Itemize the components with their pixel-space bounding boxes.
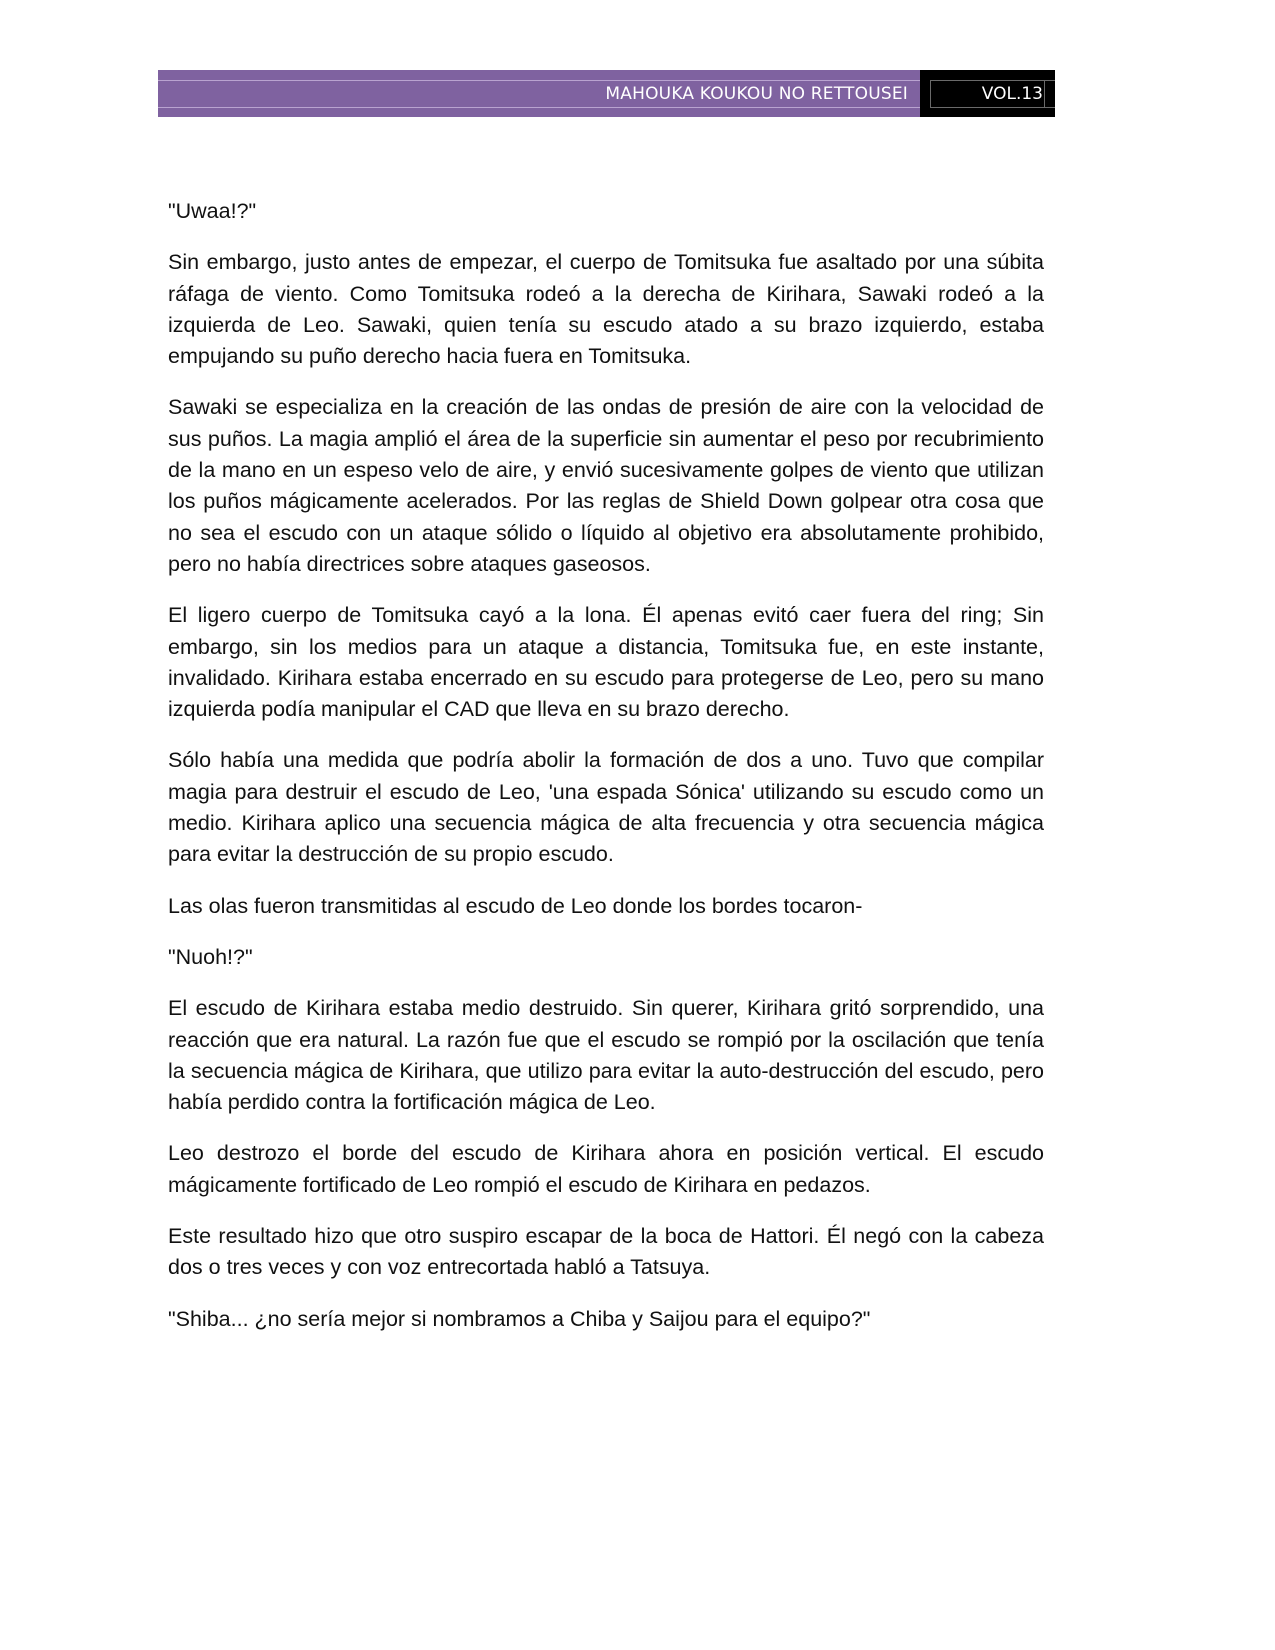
paragraph: Este resultado hizo que otro suspiro escapar de la boca de Hattori. Él negó con la cabeza dos o tres veces y con voz entrecortada habló a Tatsuya. xyxy=(168,1224,1044,1280)
paragraph: Sólo había una medida que podría abolir la formación de dos a uno. Tuvo que compilar magia para destruir el escudo de Leo, 'una espada Sónica' utilizando su escudo como un medio. Kirihara aplico una secuencia mágica de alta frecuencia y otra secuencia mágica para evitar la destrucción de su propio escudo. xyxy=(168,748,1044,867)
paragraph: Sin embargo, justo antes de empezar, el cuerpo de Tomitsuka fue asaltado por una súbita ráfaga de viento. Como Tomitsuka rodeó a la derecha de Kirihara, Sawaki rodeó a la izquierda de Leo. Sawaki, quien tenía su escudo atado a su brazo izquierdo, estaba empujando su puño derecho hacia fuera en Tomitsuka. xyxy=(168,250,1044,369)
header-rule xyxy=(158,80,920,81)
paragraph: "Uwaa!?" xyxy=(168,199,257,223)
running-header xyxy=(158,70,1055,117)
header-volume-box xyxy=(920,70,1055,117)
paragraph: El ligero cuerpo de Tomitsuka cayó a la lona. Él apenas evitó caer fuera del ring; Sin embargo, sin los medios para un ataque a distancia, Tomitsuka fue, en este instante, invalidado. Kirihara estaba encerrado en su escudo para protegerse de Leo, pero su mano izquierda podía manipular el CAD que lleva en su brazo derecho. xyxy=(168,603,1044,722)
paragraph: El escudo de Kirihara estaba medio destruido. Sin querer, Kirihara gritó sorprendido, una reacción que era natural. La razón fue que el escudo se rompió por la oscilación que tenía la secuencia mágica de Kirihara, que utilizo para evitar la auto-destrucción del escudo, pero había perdido contra la fortificación mágica de Leo. xyxy=(168,996,1044,1115)
header-title-box xyxy=(158,70,920,117)
paragraph: "Shiba... ¿no sería mejor si nombramos a Chiba y Saijou para el equipo?" xyxy=(168,1306,871,1331)
volume-label: VOL.13 xyxy=(981,84,1043,104)
paragraph: Las olas fueron transmitidas al escudo de Leo donde los bordes tocaron- xyxy=(168,893,863,918)
paragraph: Leo destrozo el borde del escudo de Kirihara ahora en posición vertical. El escudo mágicamente fortificado de Leo rompió el escudo de Kirihara en pedazos. xyxy=(168,1141,1044,1197)
page-body xyxy=(168,196,1044,1355)
header-rule xyxy=(1044,80,1045,107)
book-title: MAHOUKA KOUKOU NO RETTOUSEI xyxy=(605,84,908,104)
paragraph: "Nuoh!?" xyxy=(168,944,253,969)
paragraph: Sawaki se especializa en la creación de las ondas de presión de aire con la velocidad de sus puños. La magia amplió el área de la superficie sin aumentar el peso por recubrimiento de la mano en un espeso velo de aire, y envió sucesivamente golpes de viento que utilizan los puños mágicamente acelerados. Por las reglas de Shield Down golpear otra cosa que no sea el escudo con un ataque sólido o líquido al objetivo era absolutamente prohibido, pero no había directrices sobre ataques gaseosos. xyxy=(168,395,1044,576)
header-rule xyxy=(930,107,1055,108)
header-rule xyxy=(930,80,1055,81)
header-rule xyxy=(930,80,931,107)
header-rule xyxy=(158,107,920,108)
